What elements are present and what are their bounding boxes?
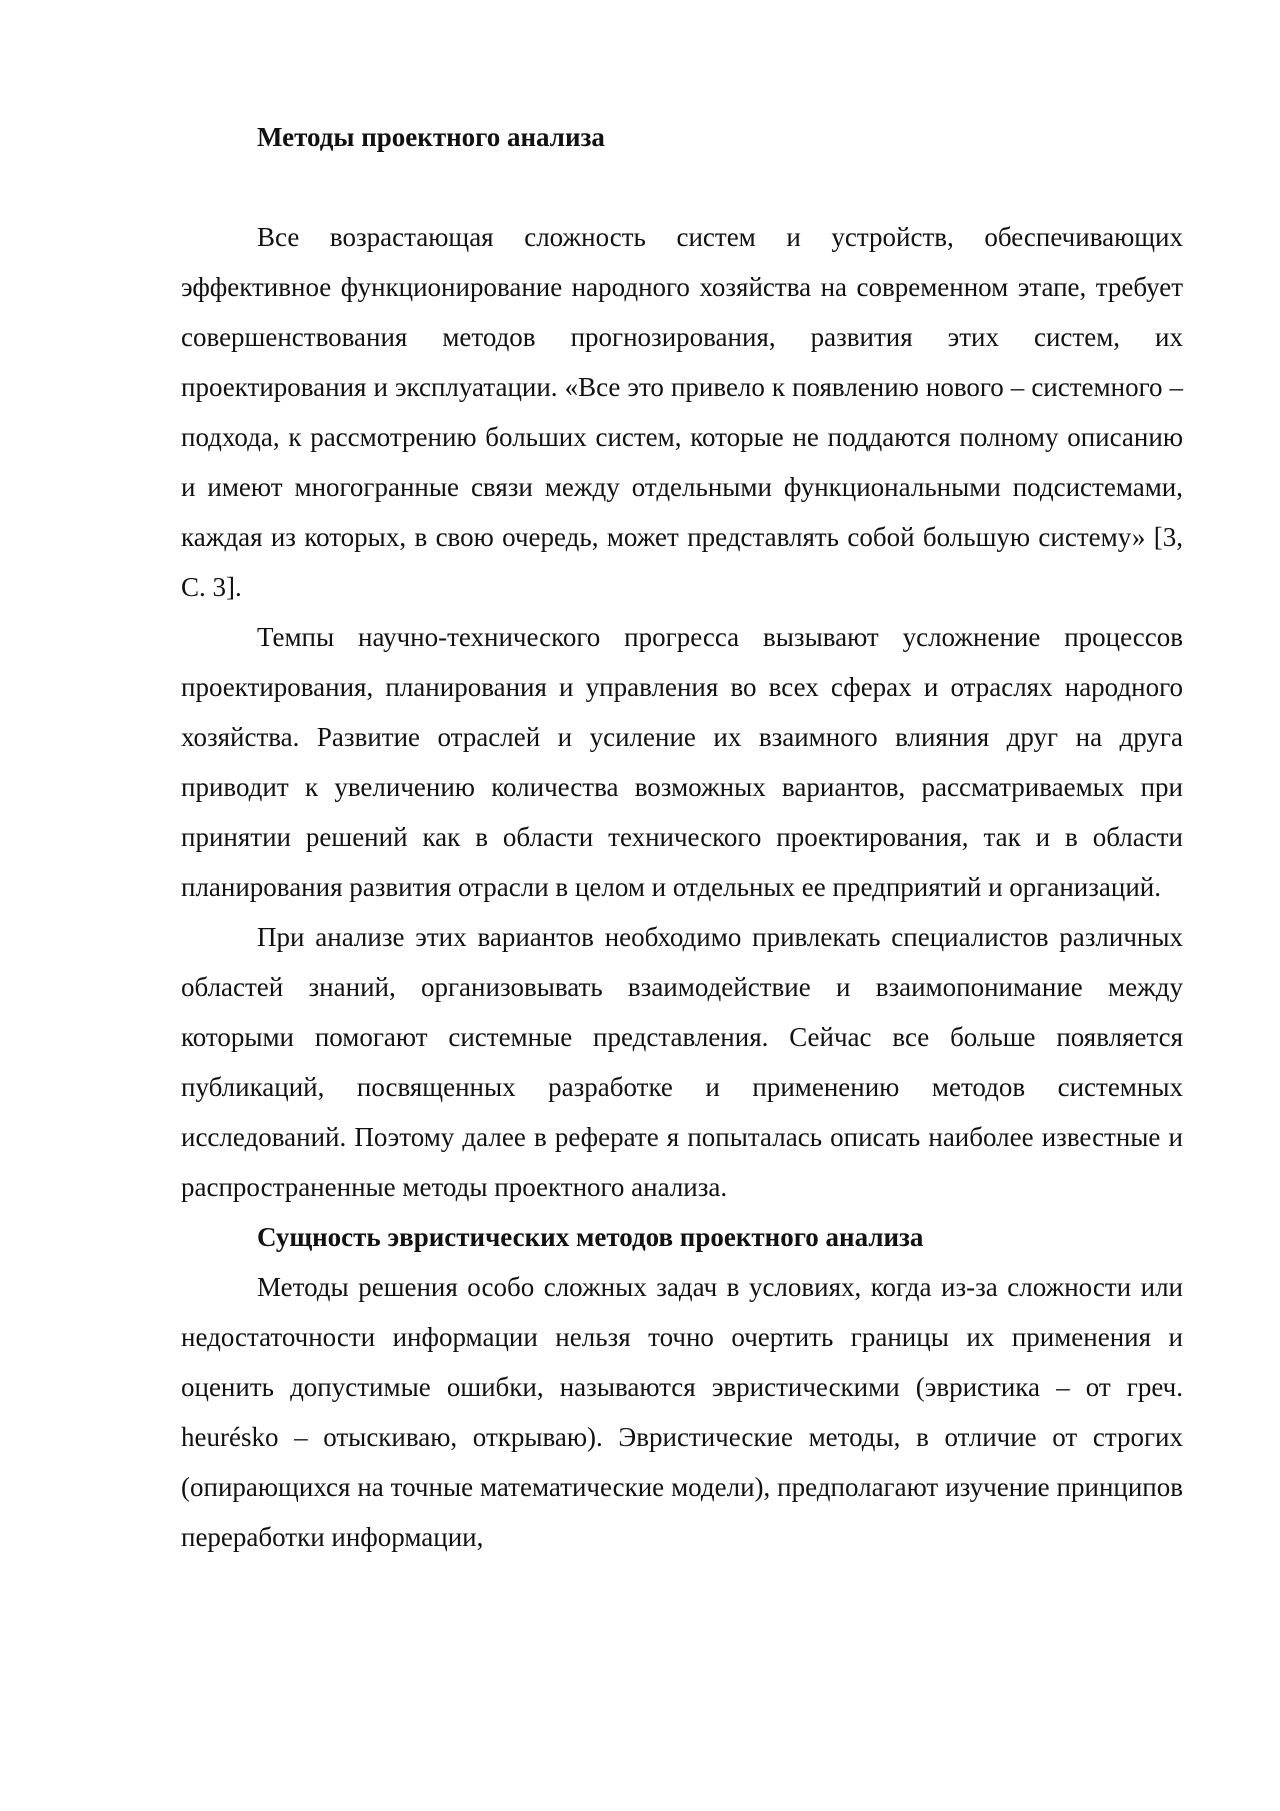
section-heading: Сущность эвристических методов проектного анализа <box>257 1222 924 1252</box>
section-paragraph: Методы решения особо сложных задач в условиях, когда из-за сложности или недостаточности информации нельзя точно очертить границы их применения и оценить допустимые ошибки, называются эвристическими (эвристика – от греч. heurésko – отыскиваю, открываю). Эвристические методы, в отличие от строгих (опирающихся на точные математические модели), предполагают изучение принципов переработки информации, <box>181 1272 1183 1552</box>
document-title: Методы проектного анализа <box>257 122 605 152</box>
paragraph-3: При анализе этих вариантов необходимо привлекать специалистов различных областей знаний, организовывать взаимодействие и взаимопонимание между которыми помогают системные представления. Сейчас все больше появляется публикаций, посвященных разработке и применению методов системных исследований. Поэтому далее в реферате я попыталась описать наиболее известные и распространенные методы проектного анализа. <box>181 922 1183 1202</box>
document-body <box>181 112 1183 1562</box>
paragraph-2: Темпы научно-технического прогресса вызывают усложнение процессов проектирования, планирования и управления во всех сферах и отраслях народного хозяйства. Развитие отраслей и усиление их взаимного влияния друг на друга приводит к увеличению количества возможных вариантов, рассматриваемых при принятии решений как в области технического проектирования, так и в области планирования развития отрасли в целом и отдельных ее предприятий и организаций. <box>181 622 1183 902</box>
paragraph-1: Все возрастающая сложность систем и устройств, обеспечивающих эффективное функционирование народного хозяйства на современном этапе, требует совершенствования методов прогнозирования, развития этих систем, их проектирования и эксплуатации. «Все это привело к появлению нового – системного – подхода, к рассмотрению больших систем, которые не поддаются полному описанию и имеют многогранные связи между отдельными функциональными подсистемами, каждая из которых, в свою очередь, может представлять собой большую систему» [3, С. 3]. <box>181 222 1183 602</box>
